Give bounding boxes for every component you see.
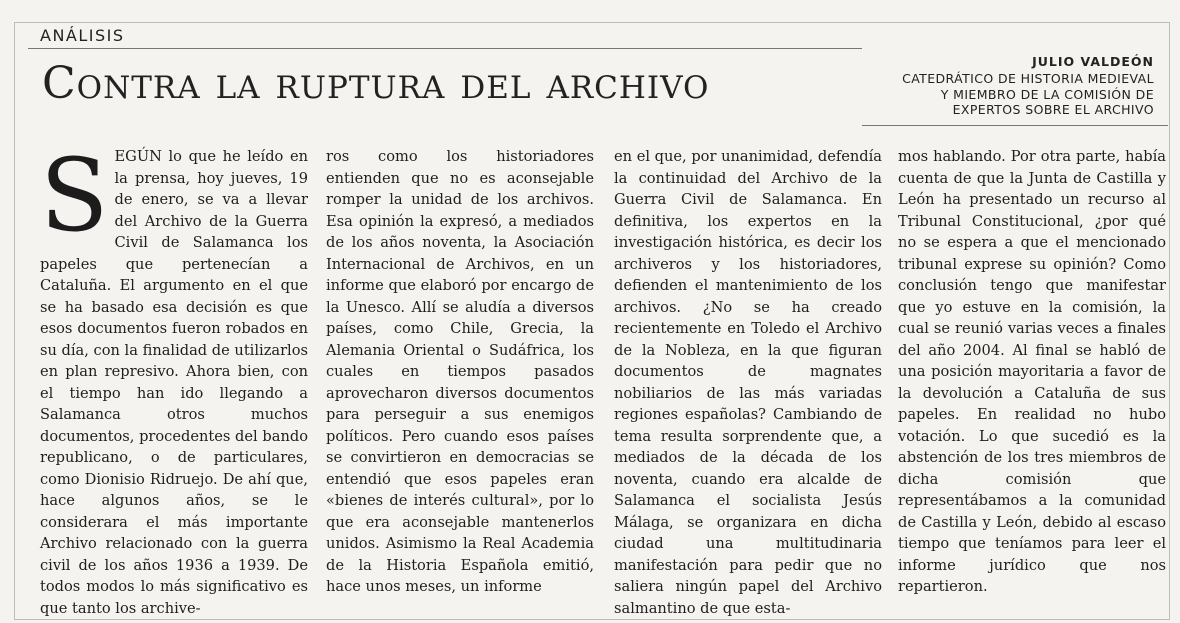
byline-role-line-2: Y MIEMBRO DE LA COMISIÓN DE <box>940 86 1154 102</box>
byline-author: JULIO VALDEÓN <box>1032 54 1154 69</box>
section-label: ANÁLISIS <box>40 26 125 45</box>
article-column-2 <box>326 146 594 598</box>
byline-role-line-1: CATEDRÁTICO DE HISTORIA MEDIEVAL <box>902 71 1154 86</box>
column-3-text: en el que, por unanimidad, defendía la continuidad del Archivo de la Guerra Civil de Salamanca. En definitiva, los expertos en la investigación histórica, es decir los archiveros y los historiadores, defienden el mantenimiento de los archivos. ¿No se ha creado recientemente en Toledo el Archivo de la Nobleza, en la que figuran documentos de magnates nobiliarios de las más variadas regiones españolas? Cambiando de tema resulta sorprendente que, a mediados de la década de los noventa, cuando era alcalde de Salamanca el socialista Jesús Málaga, se organizara en dicha ciudad una multitudinaria manifestación para pedir que no saliera ningún papel del Archivo salmantino de que esta- <box>614 148 882 617</box>
byline-rule <box>862 125 1168 126</box>
byline-role-line-3: EXPERTOS SOBRE EL ARCHIVO <box>952 102 1154 117</box>
article-column-1 <box>40 137 308 619</box>
byline <box>824 54 1154 118</box>
drop-cap: S <box>40 137 109 254</box>
column-1-text: EGÚN lo que he leído en la prensa, hoy jueves, 19 de enero, se va a llevar del Archivo de la Guerra Civil de Salamanca los papeles que pertenecían a Cataluña. El argumento en el que se ha basado esa decisión es que esos documentos fueron robados en su día, con la finalidad de utilizarlos en plan represivo. Ahora bien, con el tiempo han ido llegando a Salamanca otros muchos documentos, procedentes del bando republicano, o de particulares, como Dionisio Ridruejo. De ahí que, hace algunos años, se le considerara el más importante Archivo relacionado con la guerra civil de los años 1936 a 1939. De todos modos lo más significativo es que tanto los archive- <box>40 148 308 617</box>
article-column-4 <box>898 146 1166 598</box>
article-column-3 <box>614 146 882 619</box>
column-4-text: mos hablando. Por otra parte, había cuenta de que la Junta de Castilla y León ha presentado un recurso al Tribunal Constitucional, ¿por qué no se espera a que el mencionado tribunal exprese su opinión? Como conclusión tengo que manifestar que yo estuve en la comisión, la cual se reunió varias veces a finales del año 2004. Al final se habló de una posición mayoritaria a favor de la devolución a Cataluña de sus papeles. En realidad no hubo votación. Lo que sucedió es la abstención de los tres miembros de dicha comisión que representábamos a la comunidad de Castilla y León, debido al escaso tiempo que teníamos para leer el informe jurídico que nos repartieron. <box>898 148 1166 595</box>
column-2-text: ros como los historiadores entienden que no es aconsejable romper la unidad de los archivos. Esa opinión la expresó, a mediados de los años noventa, la Asociación Internacional de Archivos, en un informe que elaboró por encargo de la Unesco. Allí se aludía a diversos países, como Chile, Grecia, la Alemania Oriental o Sudáfrica, los cuales en tiempos pasados aprovecharon diversos documentos para perseguir a sus enemigos políticos. Pero cuando esos países se convirtieron en democracias se entendió que esos papeles eran «bienes de interés cultural», por lo que era aconsejable mantenerlos unidos. Asimismo la Real Academia de la Historia Española emitió, hace unos meses, un informe <box>326 148 594 595</box>
headline: Contra la ruptura del archivo <box>42 58 710 109</box>
header-rule <box>28 48 862 49</box>
